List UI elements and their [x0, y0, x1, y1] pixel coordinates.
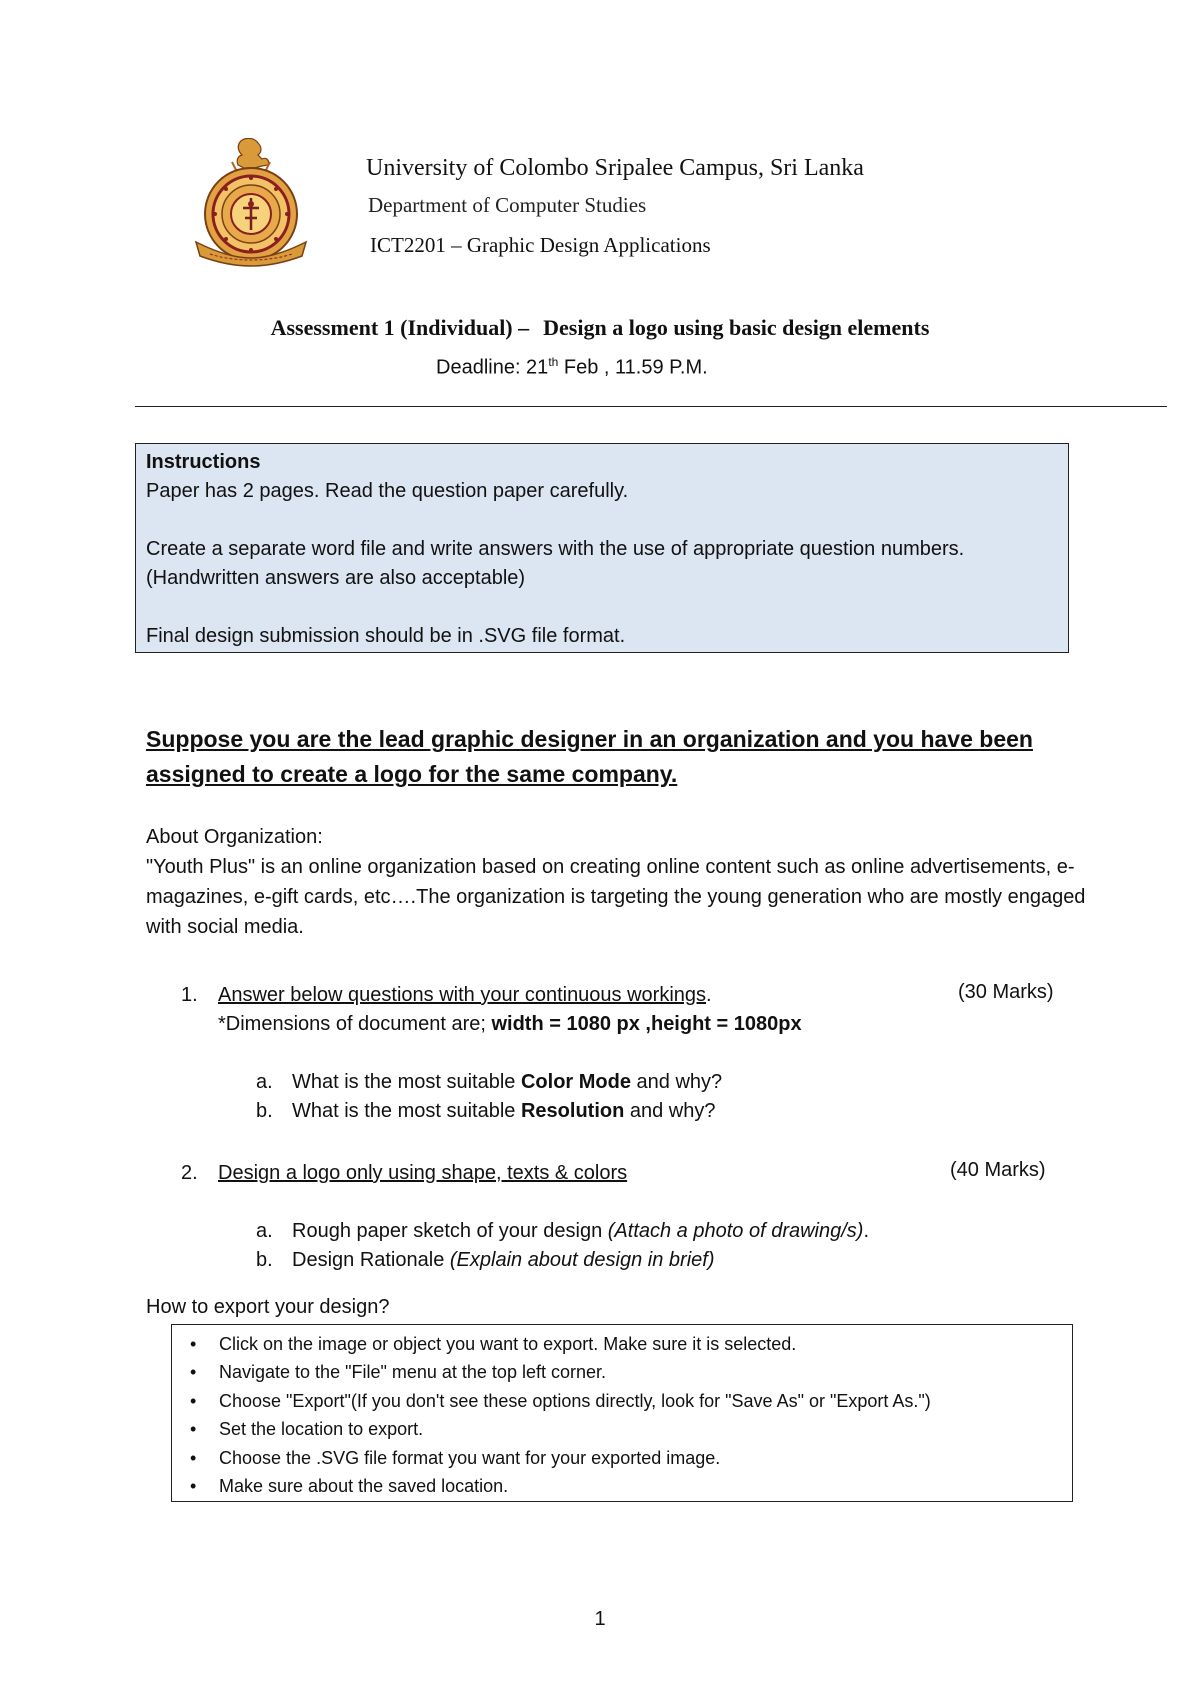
instructions-line-2: Create a separate word file and write answers with the use of appropriate question numbers. (Handwritten answers are also acceptable) [146, 538, 965, 589]
instructions-title: Instructions [146, 451, 261, 473]
question-2b-text: Design Rationale (Explain about design in brief) [292, 1249, 715, 1271]
horizontal-divider [135, 406, 1167, 407]
instructions-line-1: Paper has 2 pages. Read the question paper carefully. [146, 480, 629, 502]
scenario-heading: Suppose you are the lead graphic designer in an organization and you have been assigned to create a logo for the same company. [146, 726, 1033, 787]
export-step: • Set the location to export. [172, 1415, 1072, 1443]
assessment-title [0, 315, 1200, 341]
instructions-line-3: Final design submission should be in .SVG file format. [146, 625, 626, 647]
about-text: "Youth Plus" is an online organization based on creating online content such as online advertisements, e-magazines, e-gift cards, etc….The organization is targeting the young generation who are mostly engaged with social media. [146, 856, 1086, 938]
dimensions-prefix: *Dimensions of document are; [218, 1013, 492, 1035]
export-steps-box [171, 1324, 1073, 1502]
deadline-rest: Feb , 11.59 P.M. [558, 356, 708, 379]
assessment-title-prefix: Assessment 1 (Individual) – [270, 315, 530, 340]
deadline [436, 355, 708, 380]
bullet-icon: • [190, 1447, 197, 1468]
question-2a [0, 1217, 1200, 1246]
question-1a [0, 1068, 1200, 1097]
deadline-superscript: th [548, 355, 559, 369]
instructions-box [135, 443, 1069, 653]
export-step: • Click on the image or object you want to export. Make sure it is selected. [172, 1330, 1072, 1358]
bullet-icon: • [190, 1390, 197, 1411]
question-1-text [218, 981, 712, 1010]
question-2a-text: Rough paper sketch of your design (Attach a photo of drawing/s). [292, 1220, 870, 1242]
deadline-label: Deadline: 21 [436, 356, 549, 379]
dimensions-values: width = 1080 px ,height = 1080px [491, 1013, 802, 1035]
export-step: • Make sure about the saved location. [172, 1472, 1072, 1500]
question-1a-label: a. [256, 1071, 273, 1093]
university-crest-logo [192, 138, 310, 268]
course-title: ICT2201 – Graphic Design Applications [370, 233, 711, 257]
question-2-number: 2. [181, 1162, 198, 1184]
bullet-icon: • [190, 1419, 197, 1440]
export-steps-list [172, 1330, 1072, 1500]
question-1-marks: (30 Marks) [958, 981, 1054, 1003]
department-name: Department of Computer Studies [368, 193, 647, 217]
question-2b-label: b. [256, 1249, 273, 1271]
question-1b-text: What is the most suitable Resolution and why? [292, 1100, 716, 1122]
export-step: • Choose "Export"(If you don't see these options directly, look for "Save As" or "Export As.") [172, 1387, 1072, 1415]
question-2-marks: (40 Marks) [950, 1159, 1046, 1181]
question-1-number: 1. [181, 984, 198, 1006]
about-organization [146, 822, 1086, 942]
question-2b [0, 1246, 1200, 1275]
question-1-period: . [706, 984, 712, 1006]
bullet-icon: • [190, 1475, 197, 1496]
question-2a-label: a. [256, 1220, 273, 1242]
bullet-icon: • [190, 1334, 197, 1354]
university-name: University of Colombo Sripalee Campus, Sri Lanka [366, 155, 864, 181]
assessment-title-rest: Design a logo using basic design elements [543, 315, 930, 340]
question-1b [0, 1097, 1200, 1126]
question-1-dimensions [218, 1010, 802, 1039]
export-step: • Navigate to the "File" menu at the top left corner. [172, 1358, 1072, 1386]
question-1b-label: b. [256, 1100, 273, 1122]
question-2-text: Design a logo only using shape, texts & colors [218, 1162, 628, 1184]
question-1-text-body: Answer below questions with your continuous workings [218, 984, 707, 1006]
bullet-icon: • [190, 1362, 197, 1383]
page-number: 1 [594, 1608, 606, 1630]
export-step: • Choose the .SVG file format you want for your exported image. [172, 1444, 1072, 1472]
export-title: How to export your design? [146, 1296, 390, 1318]
question-1a-text: What is the most suitable Color Mode and why? [292, 1071, 723, 1093]
about-label: About Organization: [146, 826, 323, 848]
